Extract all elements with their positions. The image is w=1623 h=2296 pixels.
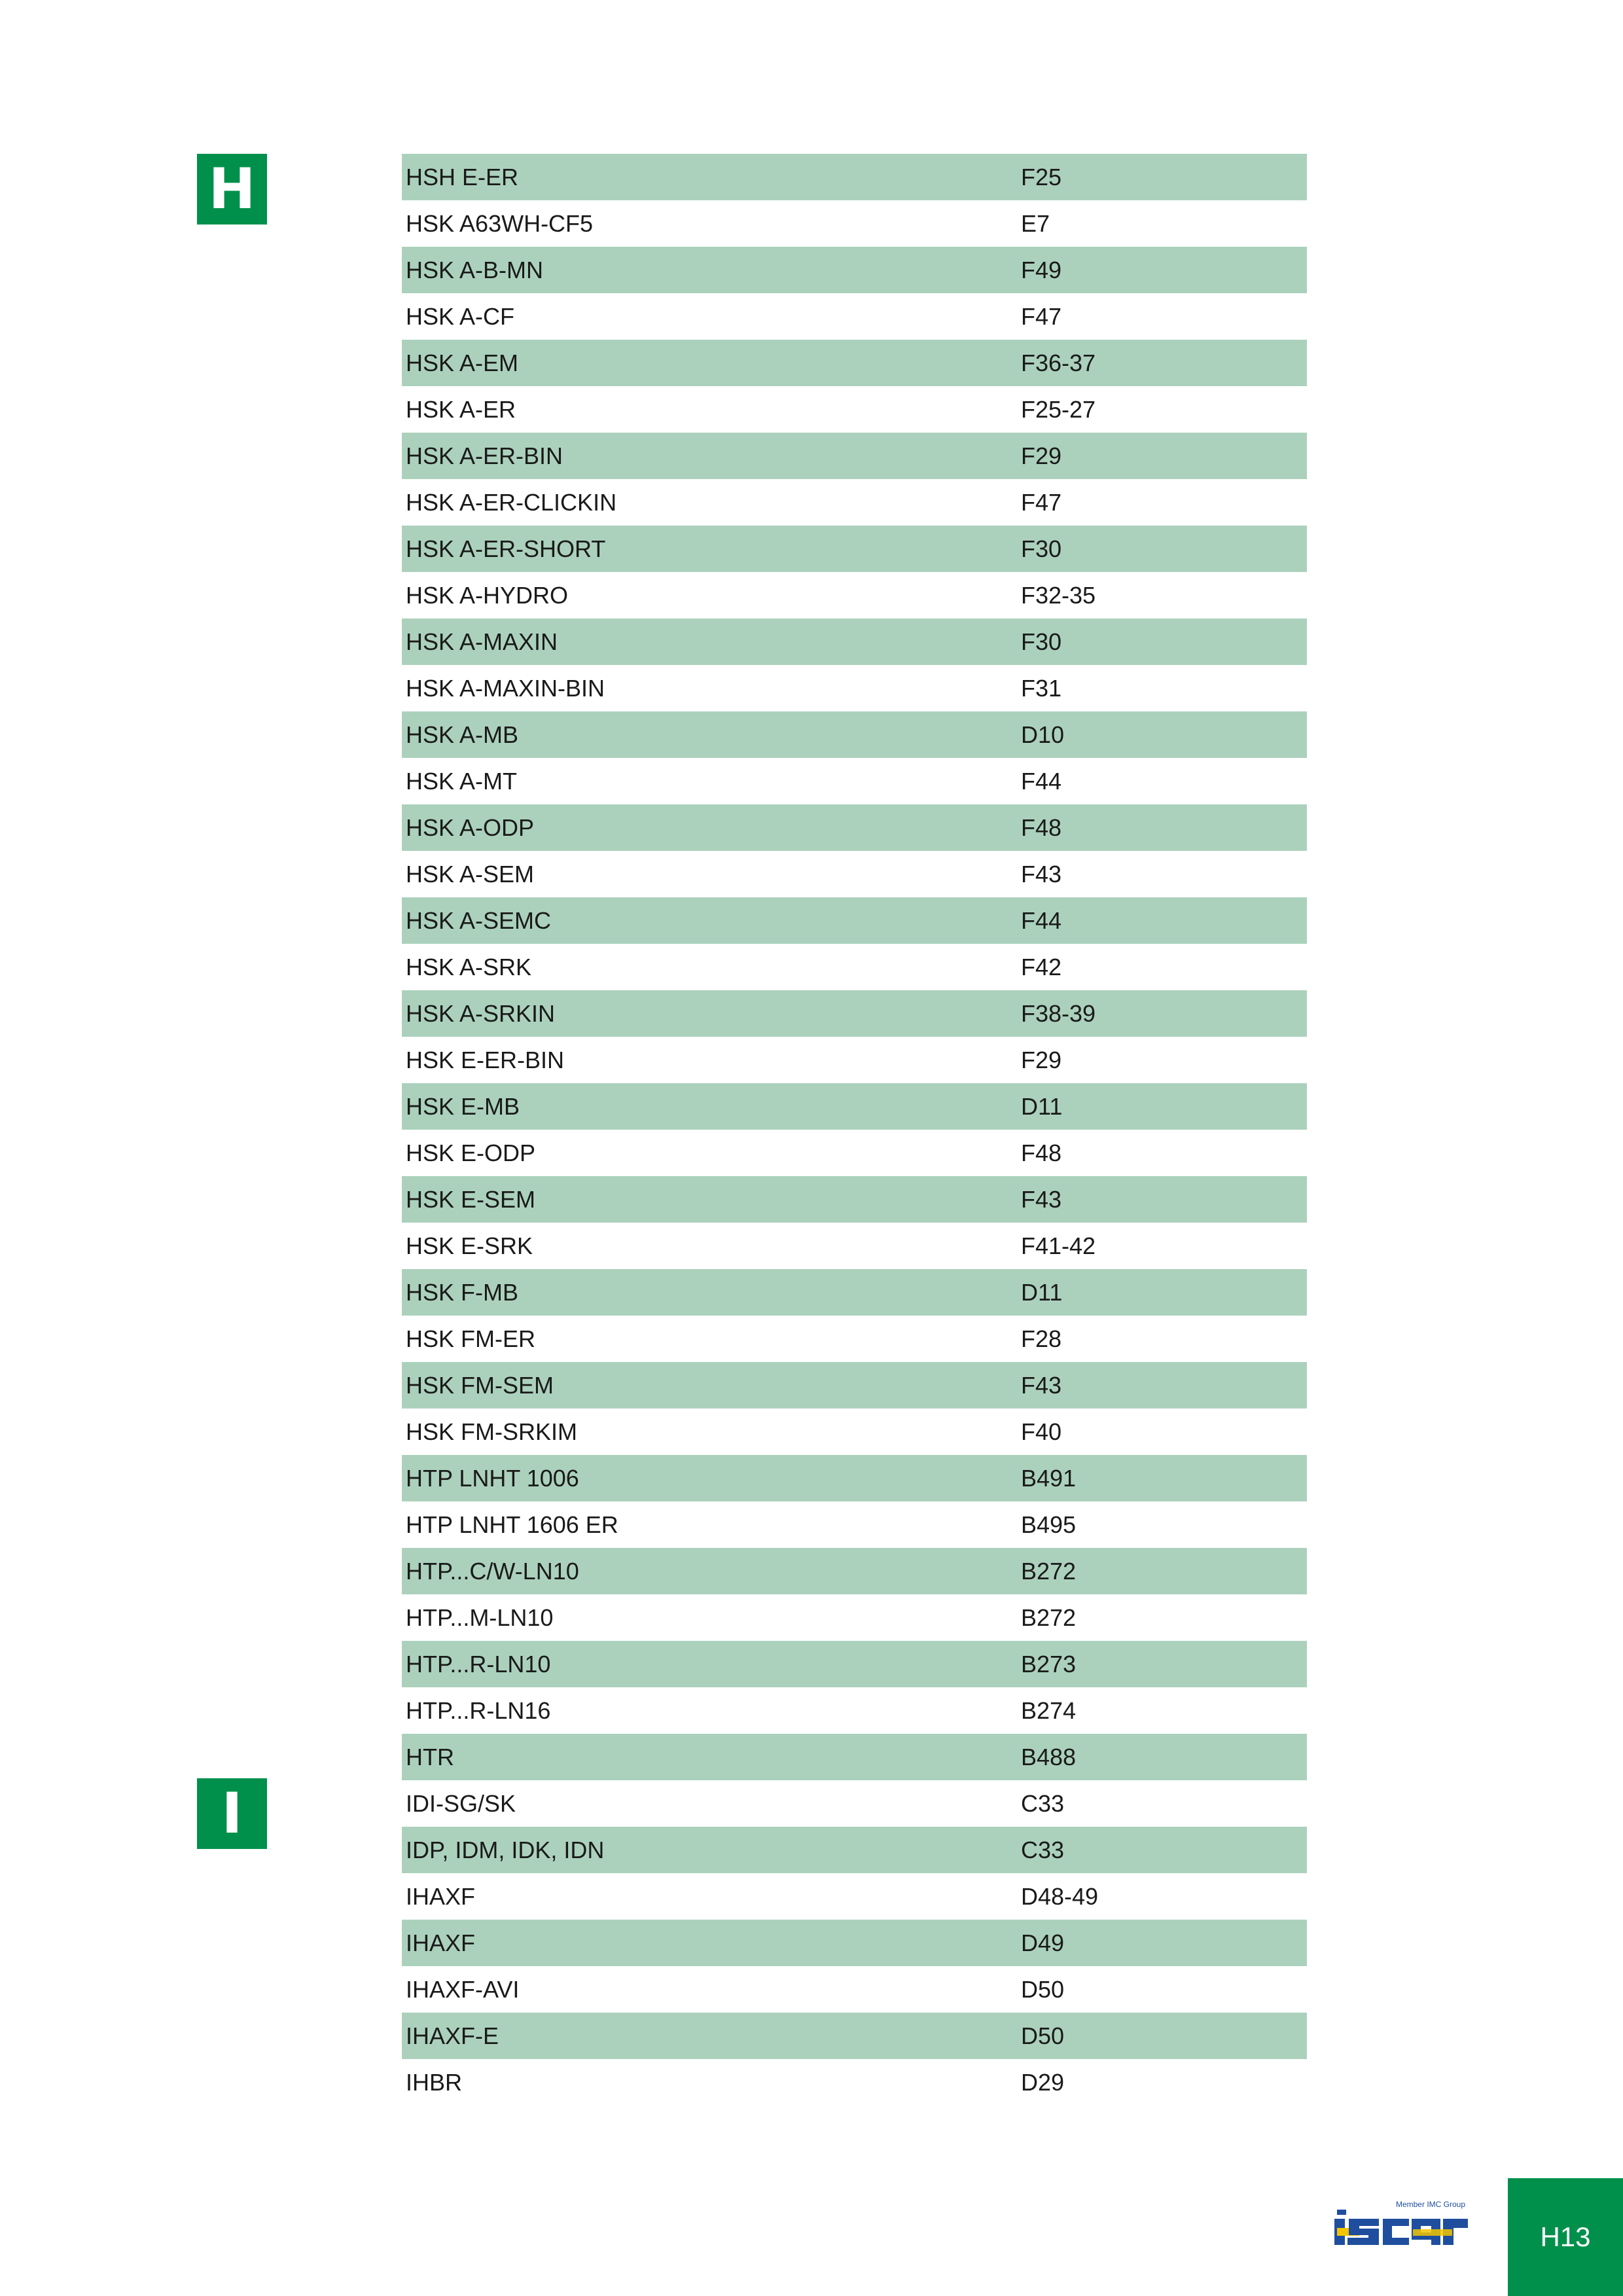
- page-reference: F25-27: [1021, 395, 1096, 423]
- item-name: HSK A-MAXIN: [406, 628, 558, 655]
- table-row: [402, 1455, 1307, 1501]
- page-reference: F48: [1021, 814, 1062, 841]
- item-name: HSK A-CF: [406, 302, 515, 330]
- table-row: [402, 1362, 1307, 1408]
- table-row: [402, 665, 1307, 711]
- page-reference: F48: [1021, 1139, 1062, 1166]
- table-row: [402, 1548, 1307, 1594]
- table-row: [402, 1687, 1307, 1734]
- item-name: HTP LNHT 1006: [406, 1464, 579, 1492]
- table-row: [402, 154, 1307, 200]
- section-tab-i: I: [197, 1778, 267, 1849]
- page-reference: D50: [1021, 1975, 1065, 2003]
- item-name: HSK E-MB: [406, 1092, 520, 1120]
- item-name: IDP, IDM, IDK, IDN: [406, 1836, 605, 1863]
- index-table: [402, 154, 1307, 2106]
- table-row: [402, 1130, 1307, 1176]
- page-reference: B272: [1021, 1604, 1077, 1631]
- table-row: [402, 711, 1307, 758]
- item-name: IHBR: [406, 2068, 463, 2096]
- item-name: HSK FM-SEM: [406, 1371, 554, 1399]
- item-name: HSK E-SRK: [406, 1232, 533, 1259]
- page-number: H13: [1508, 2178, 1623, 2296]
- item-name: HSK A-EM: [406, 349, 519, 376]
- page-reference: B491: [1021, 1464, 1077, 1492]
- page-reference: E7: [1021, 209, 1050, 237]
- table-row: [402, 1827, 1307, 1873]
- page-reference: F25: [1021, 163, 1062, 190]
- page-reference: F43: [1021, 860, 1062, 888]
- item-name: HSK A-ER-BIN: [406, 442, 563, 469]
- page-reference: F44: [1021, 906, 1062, 934]
- item-name: HTP...C/W-LN10: [406, 1557, 579, 1585]
- table-row: [402, 1269, 1307, 1316]
- section-tab-h: H: [197, 154, 267, 224]
- page-reference: F36-37: [1021, 349, 1096, 376]
- page-reference: F44: [1021, 767, 1062, 795]
- item-name: HSK A-ER-SHORT: [406, 535, 606, 562]
- item-name: HTR: [406, 1743, 454, 1770]
- table-row: [402, 2013, 1307, 2059]
- table-row: [402, 247, 1307, 293]
- table-row: [402, 1408, 1307, 1455]
- item-name: HTP LNHT 1606 ER: [406, 1511, 618, 1538]
- item-name: HSK A-SEMC: [406, 906, 552, 934]
- table-row: [402, 293, 1307, 340]
- table-row: [402, 572, 1307, 619]
- item-name: HSK E-ODP: [406, 1139, 536, 1166]
- page-reference: F31: [1021, 674, 1062, 702]
- item-name: IHAXF-AVI: [406, 1975, 520, 2003]
- page-reference: F47: [1021, 488, 1062, 516]
- item-name: IHAXF-E: [406, 2022, 499, 2049]
- item-name: HSK FM-SRKIM: [406, 1418, 578, 1445]
- table-row: [402, 1083, 1307, 1130]
- page-reference: B488: [1021, 1743, 1077, 1770]
- page-reference: F41-42: [1021, 1232, 1096, 1259]
- page-reference: F30: [1021, 535, 1062, 562]
- table-row: [402, 1594, 1307, 1641]
- page-reference: C33: [1021, 1836, 1065, 1863]
- item-name: HSK A63WH-CF5: [406, 209, 594, 237]
- table-row: [402, 1316, 1307, 1362]
- table-row: [402, 386, 1307, 433]
- item-name: IDI-SG/SK: [406, 1789, 516, 1817]
- table-row: [402, 1780, 1307, 1827]
- item-name: HSK A-MB: [406, 721, 519, 748]
- item-name: IHAXF: [406, 1929, 476, 1956]
- page-reference: D10: [1021, 721, 1065, 748]
- page-reference: B272: [1021, 1557, 1077, 1585]
- logo-tagline: Member IMC Group: [1395, 2200, 1465, 2209]
- page-reference: D11: [1021, 1278, 1063, 1306]
- page-reference: F42: [1021, 953, 1062, 980]
- table-row: [402, 990, 1307, 1037]
- page-reference: F49: [1021, 256, 1062, 283]
- item-name: HSK E-ER-BIN: [406, 1046, 565, 1073]
- page-reference: B274: [1021, 1696, 1077, 1724]
- table-row: [402, 804, 1307, 851]
- page-reference: F40: [1021, 1418, 1062, 1445]
- table-row: [402, 1966, 1307, 2013]
- page-reference: F43: [1021, 1371, 1062, 1399]
- table-row: [402, 1176, 1307, 1223]
- item-name: HSK A-ER-CLICKIN: [406, 488, 617, 516]
- item-name: HTP...M-LN10: [406, 1604, 554, 1631]
- table-row: [402, 433, 1307, 479]
- item-name: HSH E-ER: [406, 163, 519, 190]
- table-row: [402, 758, 1307, 804]
- item-name: HSK A-SRK: [406, 953, 532, 980]
- table-row: [402, 1734, 1307, 1780]
- item-name: HTP...R-LN10: [406, 1650, 551, 1677]
- item-name: IHAXF: [406, 1882, 476, 1910]
- table-row: [402, 1641, 1307, 1687]
- table-row: [402, 944, 1307, 990]
- item-name: HTP...R-LN16: [406, 1696, 551, 1724]
- table-row: [402, 619, 1307, 665]
- table-row: [402, 200, 1307, 247]
- table-row: [402, 1920, 1307, 1966]
- table-row: [402, 340, 1307, 386]
- table-row: [402, 1873, 1307, 1920]
- page-reference: B495: [1021, 1511, 1077, 1538]
- page-reference: D11: [1021, 1092, 1063, 1120]
- item-name: HSK A-MT: [406, 767, 518, 795]
- item-name: HSK A-SEM: [406, 860, 535, 888]
- item-name: HSK A-ER: [406, 395, 516, 423]
- table-row: [402, 479, 1307, 526]
- item-name: HSK A-ODP: [406, 814, 535, 841]
- table-row: [402, 851, 1307, 897]
- logo-wordmark: [1334, 2210, 1468, 2245]
- item-name: HSK F-MB: [406, 1278, 519, 1306]
- page-reference: F32-35: [1021, 581, 1096, 609]
- page-reference: C33: [1021, 1789, 1065, 1817]
- page-reference: F29: [1021, 442, 1062, 469]
- item-name: HSK A-MAXIN-BIN: [406, 674, 605, 702]
- item-name: HSK E-SEM: [406, 1185, 536, 1213]
- iscar-logo: [1334, 2198, 1470, 2257]
- item-name: HSK A-B-MN: [406, 256, 544, 283]
- table-row: [402, 1037, 1307, 1083]
- item-name: HSK A-SRKIN: [406, 999, 556, 1027]
- table-row: [402, 1501, 1307, 1548]
- page-reference: D49: [1021, 1929, 1065, 1956]
- page-reference: F43: [1021, 1185, 1062, 1213]
- page-reference: D29: [1021, 2068, 1065, 2096]
- page-reference: B273: [1021, 1650, 1077, 1677]
- item-name: HSK A-HYDRO: [406, 581, 569, 609]
- table-row: [402, 526, 1307, 572]
- table-row: [402, 897, 1307, 944]
- page-reference: D48-49: [1021, 1882, 1099, 1910]
- table-row: [402, 1223, 1307, 1269]
- page-reference: F30: [1021, 628, 1062, 655]
- page-reference: F29: [1021, 1046, 1062, 1073]
- page-reference: D50: [1021, 2022, 1065, 2049]
- page-reference: F47: [1021, 302, 1062, 330]
- item-name: HSK FM-ER: [406, 1325, 535, 1352]
- table-row: [402, 2059, 1307, 2106]
- page-reference: F28: [1021, 1325, 1062, 1352]
- page-reference: F38-39: [1021, 999, 1096, 1027]
